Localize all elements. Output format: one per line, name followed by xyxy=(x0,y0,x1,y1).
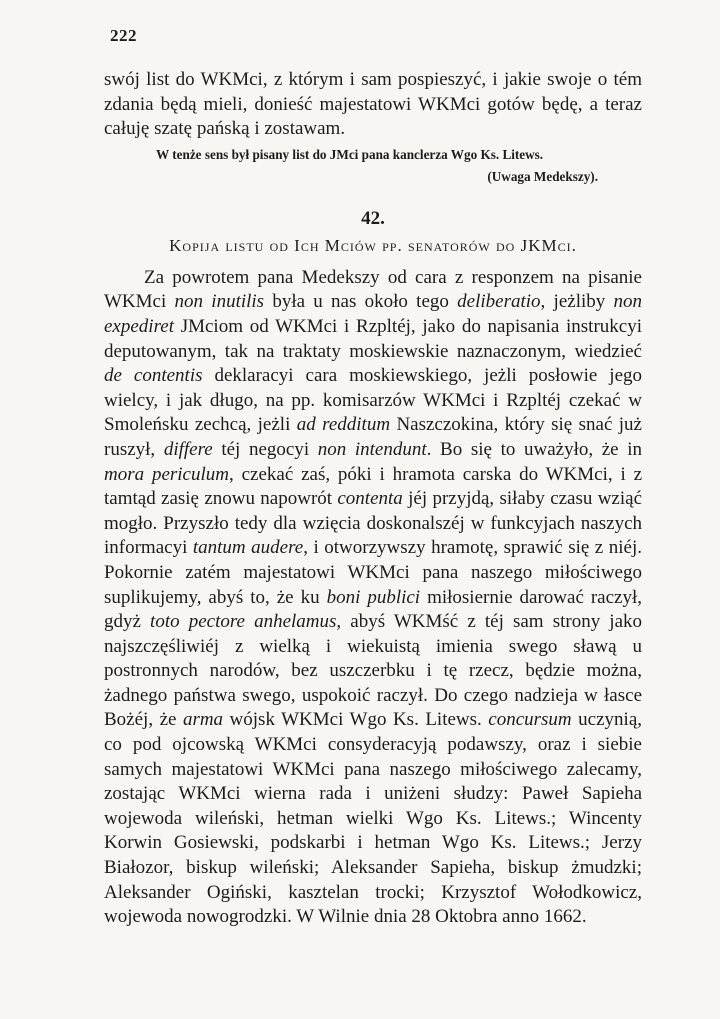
document-number: 42. xyxy=(361,207,385,229)
text-run: jéj przyjdą, siłaby czasu wziąć mogło. Przyszło tedy dla wzięcia doskonalszéj w funkcyjach naszych informacyi xyxy=(104,488,643,559)
latin-phrase: non inutilis xyxy=(174,291,265,313)
latin-phrase: arma xyxy=(182,709,224,731)
text-run: Naszczokina, który się snać już ruszył, xyxy=(104,414,642,460)
editor-note-source: (Uwaga Medekszy). xyxy=(487,168,598,184)
text-run: uczynią, co pod ojcowską WKMci consyderacyją podawszy, oraz i siebie samych majestatowi WKMci pana naszego miłościwego zalecamy, zostając WKMci wierna rada i uniżeni słudzy: Paweł Sapieha wojewoda wileński, hetman wielki Wgo Ks. Litews.; Wincenty Korwin Gosiewski, podskarbi i hetman Wgo Ks. Litews.; Jerzy Białozor, biskup wileński; Aleksander Sapieha, biskup żmudzki; Aleksander Ogiński, kasztelan trocki; Krzysztof Wołodkowicz, wojewoda nowogrodzki. W Wilnie dnia 28 Oktobra anno 1662. xyxy=(104,709,642,928)
document-title: Kopija listu od Ich Mciów pp. senatorów do JKMci. xyxy=(169,235,577,255)
text-run: była u nas około tego xyxy=(264,291,458,313)
text-run: , jeżliby xyxy=(540,291,614,313)
text-run: , czekać zaś, póki i hramota carska do WKMci, i z tamtąd zasię znowu napowrót xyxy=(104,463,643,510)
latin-phrase: tantum audere xyxy=(192,537,304,559)
latin-phrase: de contentis xyxy=(104,365,203,387)
latin-phrase: deliberatio xyxy=(457,291,541,313)
letter-body xyxy=(104,266,642,930)
text-run: , i otworzywszy hramotę, sprawić się z niéj. Pokornie zatém majestatowi WKMci pana naszego miłościwego suplikujemy, abyś to, że ku xyxy=(104,537,642,608)
text-run: . Bo się to uważyło, że in xyxy=(426,438,642,460)
text-run: téj negocyi xyxy=(212,438,318,460)
continuation-paragraph: swój list do WKMci, z którym i sam pospieszyć, i jakie swoje o tém zdania będą mieli, donieść majestatowi WKMci gotów będę, a teraz całuję szatę pańską i zostawam. xyxy=(104,69,642,140)
latin-phrase: contenta xyxy=(337,488,403,510)
latin-phrase: non expediret xyxy=(104,291,643,337)
text-run: miłosiernie darować raczył, gdyż xyxy=(104,586,643,633)
latin-phrase: concursum xyxy=(488,709,572,731)
text-run: wójsk WKMci Wgo Ks. Litews. xyxy=(223,709,489,731)
latin-phrase: ad redditum xyxy=(296,414,391,436)
text-run: Za powrotem pana Medekszy od cara z responzem na pisanie WKMci xyxy=(104,266,642,313)
text-run: deklaracyi cara moskiewskiego, jeżli posłowie jego wielcy, i jak długo, na pp. komisarzów WKMci i Rzpltéj czekać w Smoleńsku zechcą, jeżli xyxy=(104,365,642,436)
latin-phrase: differe xyxy=(163,438,213,460)
latin-phrase: non intendunt xyxy=(317,438,427,460)
book-page xyxy=(104,26,642,930)
latin-phrase: mora periculum xyxy=(104,463,229,485)
text-run: JMciom od WKMci i Rzpltéj, jako do napisania instrukcyi deputowanym, tak na traktaty moskiewskie naznaczonym, wiedzieć xyxy=(104,315,642,362)
page-number: 222 xyxy=(110,26,137,45)
editor-note: W tenże sens był pisany list do JMci pana kanclerza Wgo Ks. Litews. xyxy=(156,146,544,162)
latin-phrase: boni publici xyxy=(326,586,421,608)
latin-phrase: toto pectore anhelamus xyxy=(150,611,337,633)
text-run: , abyś WKMść z téj sam strony jako najszczęśliwiéj z wielką i wiekuistą imienia swego sławą u postronnych narodów, bez uszczerbku i tę rzecz, będzie można, żadnego państwa swego, uspokoić raczył. Do czego nadzieja w łasce Bożéj, że xyxy=(104,611,643,731)
